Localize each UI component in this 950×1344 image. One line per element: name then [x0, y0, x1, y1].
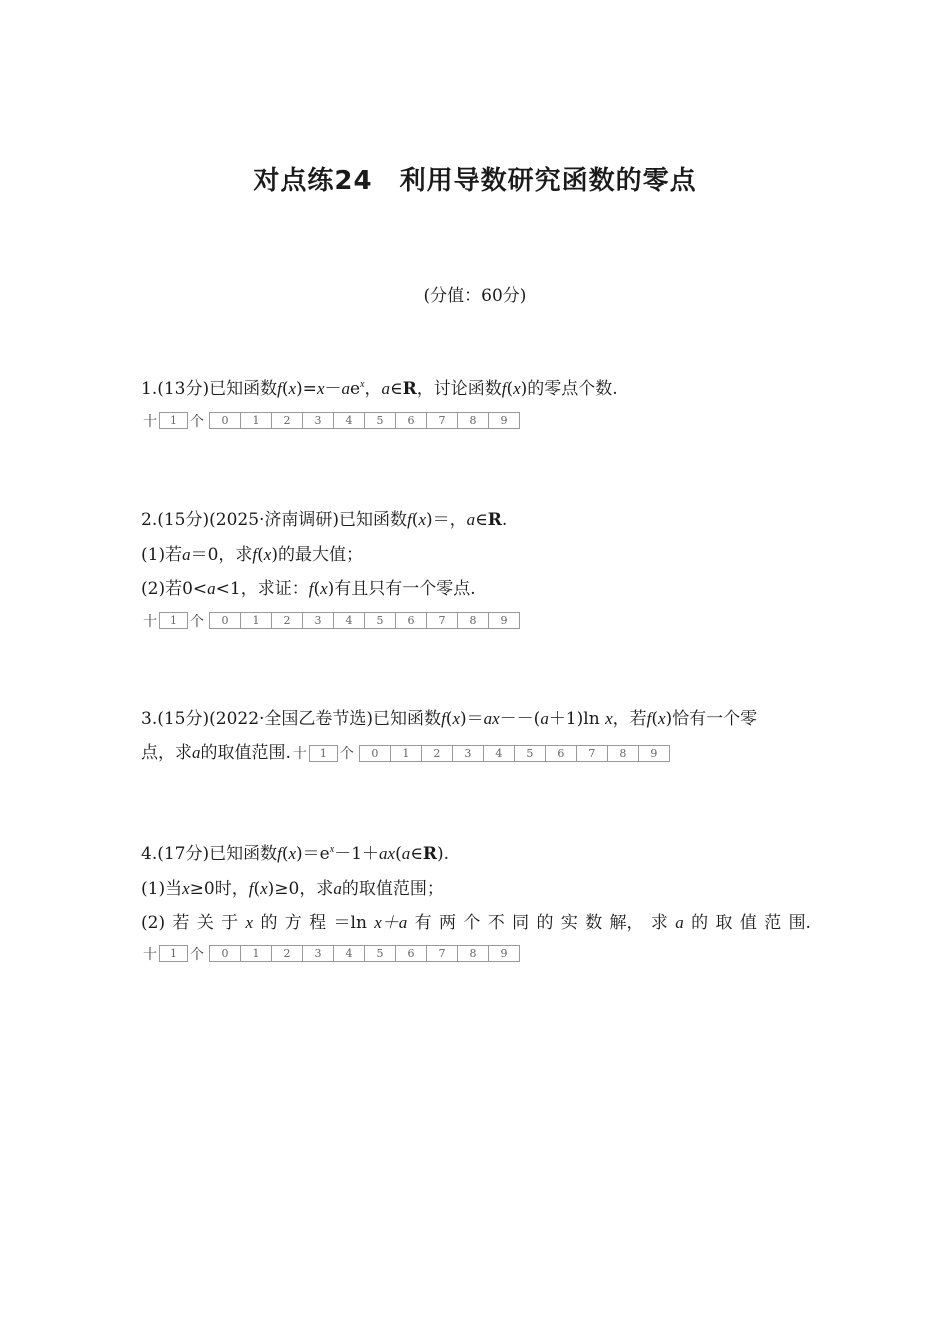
digit-box-8[interactable]: 8 — [608, 746, 639, 761]
digit-box-6[interactable]: 6 — [396, 413, 427, 428]
digit-box-8[interactable]: 8 — [458, 946, 489, 961]
digit-box-2[interactable]: 2 — [272, 946, 303, 961]
question-4-part-2: (2) 若 关 于 x 的 方 程 ＝ln x＋a 有 两 个 不 同 的 实 数 解， 求 a 的 取 值 范 围. — [141, 913, 811, 933]
digit-box-4[interactable]: 4 — [484, 746, 515, 761]
digit-box-0[interactable]: 0 — [210, 413, 241, 428]
digit-box-9[interactable]: 9 — [500, 414, 508, 427]
score-note: (分值：60分) — [423, 286, 527, 306]
digit-box-3[interactable]: 3 — [303, 413, 334, 428]
digit-box-4[interactable]: 4 — [334, 946, 365, 961]
tens-box[interactable]: 1 — [159, 612, 188, 629]
digit-box-9[interactable]: 9 — [500, 614, 508, 627]
digit-box-7[interactable]: 7 — [427, 413, 458, 428]
question-2-part-1: (1)若a＝0，求f(x)的最大值； — [141, 545, 363, 565]
answer-grid-1 — [141, 411, 520, 430]
question-3-line-2: 点，求a的取值范围. 十 1 个 0 1 2 3 4 5 6 7 8 9 — [141, 742, 670, 764]
digit-box-7[interactable]: 7 — [427, 946, 458, 961]
tens-box[interactable]: 1 — [309, 745, 338, 762]
digit-box-6[interactable]: 6 — [396, 946, 427, 961]
digit-box-9[interactable]: 9 — [650, 747, 658, 760]
units-label: 个 — [190, 613, 204, 630]
digit-box-5[interactable]: 5 — [365, 413, 396, 428]
units-label: 个 — [190, 413, 204, 430]
digit-box-6[interactable]: 6 — [546, 746, 577, 761]
digit-box-7[interactable]: 7 — [427, 613, 458, 628]
digit-box-3[interactable]: 3 — [303, 946, 334, 961]
tens-label: 十 — [143, 946, 157, 963]
tens-label: 十 — [143, 413, 157, 430]
digit-box-1[interactable]: 1 — [241, 413, 272, 428]
digit-box-8[interactable]: 8 — [458, 613, 489, 628]
digit-box-5[interactable]: 5 — [515, 746, 546, 761]
digit-box-4[interactable]: 4 — [334, 613, 365, 628]
page-title: 对点练24 利用导数研究函数的零点 — [253, 166, 697, 196]
digit-box-1[interactable]: 1 — [391, 746, 422, 761]
digit-box-1[interactable]: 1 — [241, 613, 272, 628]
digit-box-0[interactable]: 0 — [210, 613, 241, 628]
digit-box-3[interactable]: 3 — [303, 613, 334, 628]
digit-box-1[interactable]: 1 — [241, 946, 272, 961]
question-1: 1.(13分)已知函数$f(x)=x-ae^x$，a∈R，讨论函数f(x)的零点个数. — [141, 379, 618, 399]
digit-box-0[interactable]: 0 — [360, 746, 391, 761]
answer-grid-3 — [291, 744, 670, 763]
tens-label: 十 — [143, 613, 157, 630]
question-3: 3.(15分)(2022·全国乙卷节选)已知函数f(x)＝ax－－(a＋1)ln x，若f(x)恰有一个零 — [141, 709, 758, 729]
tens-box[interactable]: 1 — [159, 945, 188, 962]
answer-grid-4 — [141, 944, 520, 963]
question-2-part-2: (2)若0<a<1，求证：f(x)有且只有一个零点. — [141, 579, 476, 599]
tens-label: 十 — [292, 745, 307, 762]
digit-box-2[interactable]: 2 — [422, 746, 453, 761]
digit-box-2[interactable]: 2 — [272, 413, 303, 428]
units-label: 个 — [190, 946, 204, 963]
question-4-part-1: (1)当x≥0时，f(x)≥0，求a的取值范围； — [141, 879, 444, 899]
digit-box-6[interactable]: 6 — [396, 613, 427, 628]
digit-box-5[interactable]: 5 — [365, 946, 396, 961]
digit-box-4[interactable]: 4 — [334, 413, 365, 428]
units-label: 个 — [339, 745, 354, 762]
digit-box-8[interactable]: 8 — [458, 413, 489, 428]
question-2: 2.(15分)(2025·济南调研)已知函数f(x)＝，a∈R. — [141, 510, 508, 530]
digit-box-0[interactable]: 0 — [210, 946, 241, 961]
digit-box-9[interactable]: 9 — [500, 947, 508, 960]
question-4: 4.(17分)已知函数$f(x)=e^x-1+ax(a\in R)$. — [141, 844, 449, 864]
digit-box-5[interactable]: 5 — [365, 613, 396, 628]
digit-box-7[interactable]: 7 — [577, 746, 608, 761]
digit-box-3[interactable]: 3 — [453, 746, 484, 761]
answer-grid-2 — [141, 611, 520, 630]
tens-box[interactable]: 1 — [159, 412, 188, 429]
digit-box-2[interactable]: 2 — [272, 613, 303, 628]
